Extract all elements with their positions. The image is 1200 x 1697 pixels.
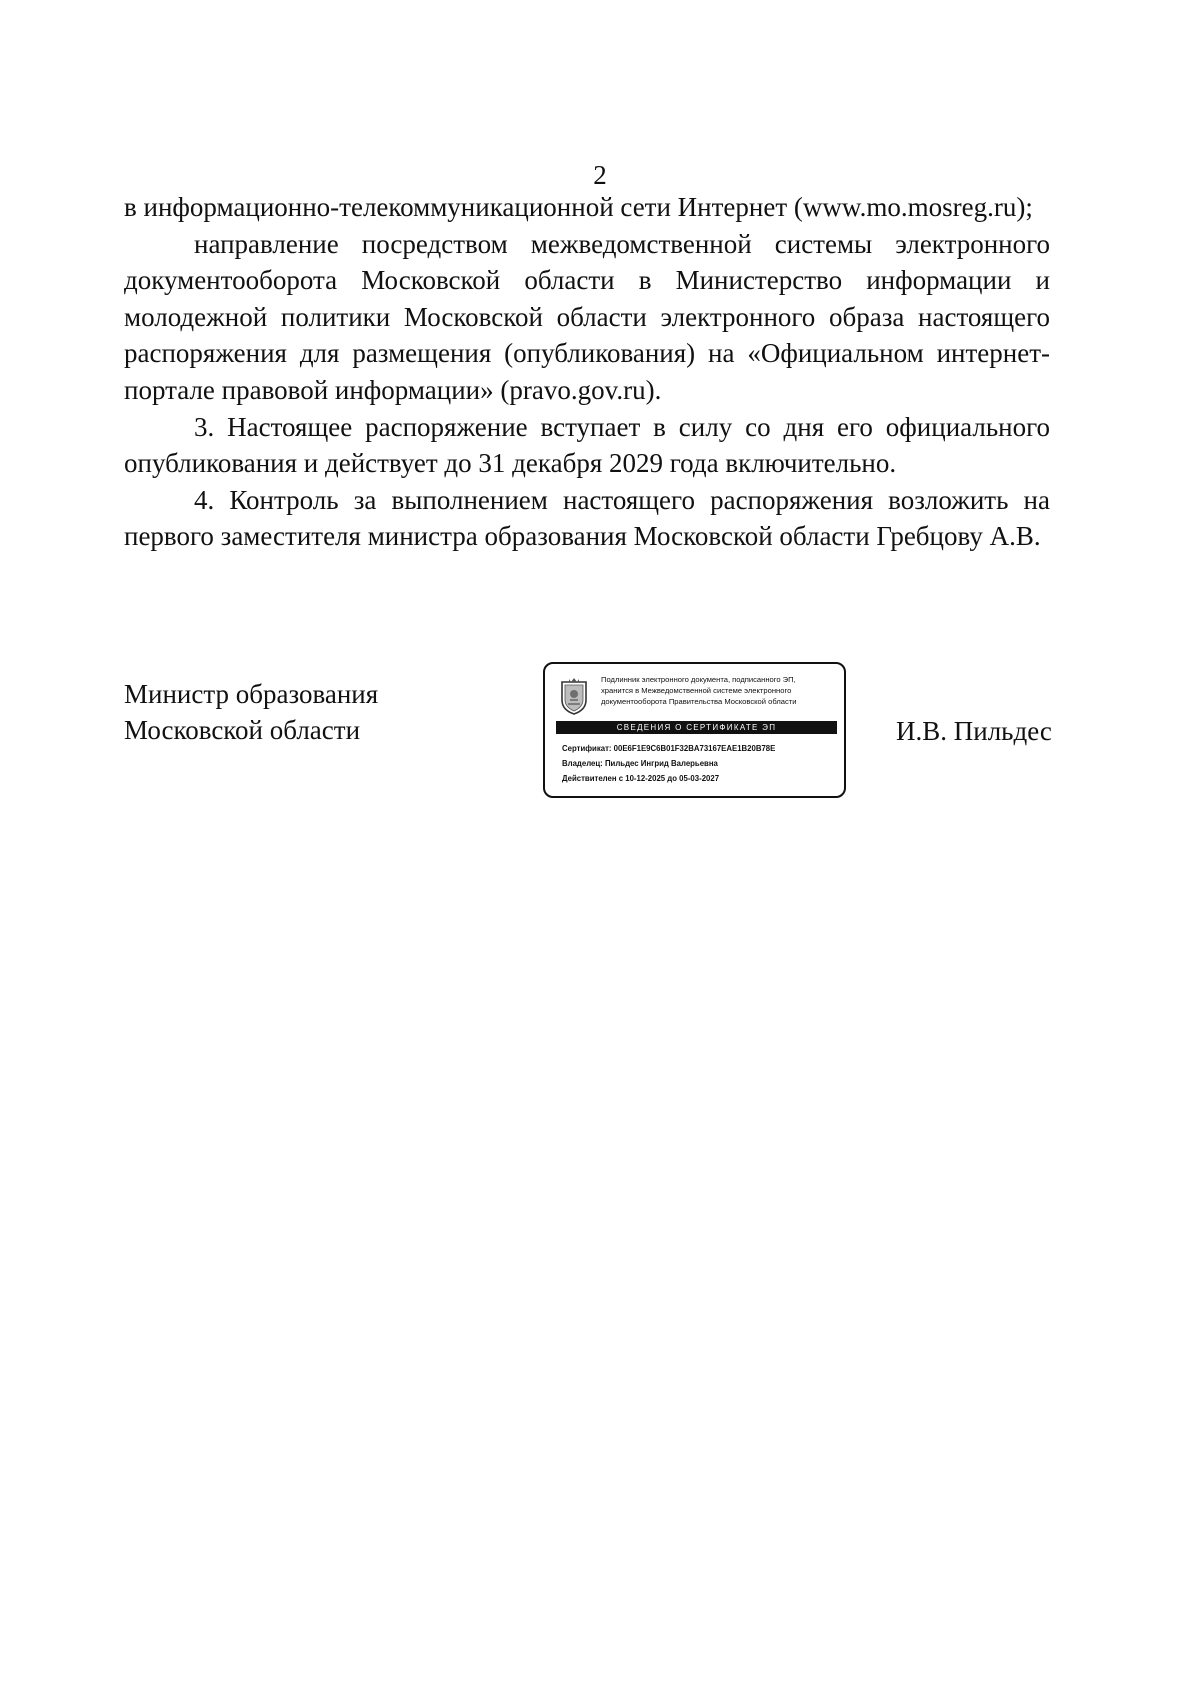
stamp-certificate-validity: Действителен с 10-12-2025 до 05-03-2027 <box>562 774 720 783</box>
stamp-certificate-number: Сертификат: 00E6F1E9C6B01F32BA73167EAE1B20B78E <box>562 744 776 753</box>
paragraph-2: направление посредством межведомственной системы электронного документооборота Московской области в Министерство информации и молодежной политики Московской области электронного образа настоящего распоряжения для размещения (опубликования) на «Официальном интернет-портале правовой информации» (pravo.gov.ru). <box>124 228 1050 405</box>
paragraph-1: в информационно-телекоммуникационной сети Интернет (www.mo.mosreg.ru); <box>124 192 1033 222</box>
paragraph-3: 3. Настоящее распоряжение вступает в силу со дня его официального опубликования и действует до 31 декабря 2029 года включительно. <box>124 411 1050 479</box>
signatory-name: И.В. Пильдес <box>896 716 1052 746</box>
signatory-title-line-1: Министр образования <box>124 679 379 709</box>
document-body <box>124 189 1050 555</box>
stamp-header-text: Подлинник электронного документа, подписанного ЭП, хранится в Межведомственной системе электронного документооборота Правительства Московской области <box>601 675 797 706</box>
coat-of-arms-icon <box>559 676 589 716</box>
stamp-certificate-owner: Владелец: Пильдес Ингрид Валерьевна <box>562 759 718 768</box>
electronic-signature-stamp <box>543 662 846 798</box>
signatory-title-line-2: Московской области <box>124 715 361 745</box>
paragraph-4: 4. Контроль за выполнением настоящего распоряжения возложить на первого заместителя министра образования Московской области Гребцову А.В. <box>124 484 1050 552</box>
signatory-title <box>124 676 378 748</box>
page-number: 2 <box>593 160 607 190</box>
stamp-certificate-bar: СВЕДЕНИЯ О СЕРТИФИКАТЕ ЭП <box>556 721 837 734</box>
